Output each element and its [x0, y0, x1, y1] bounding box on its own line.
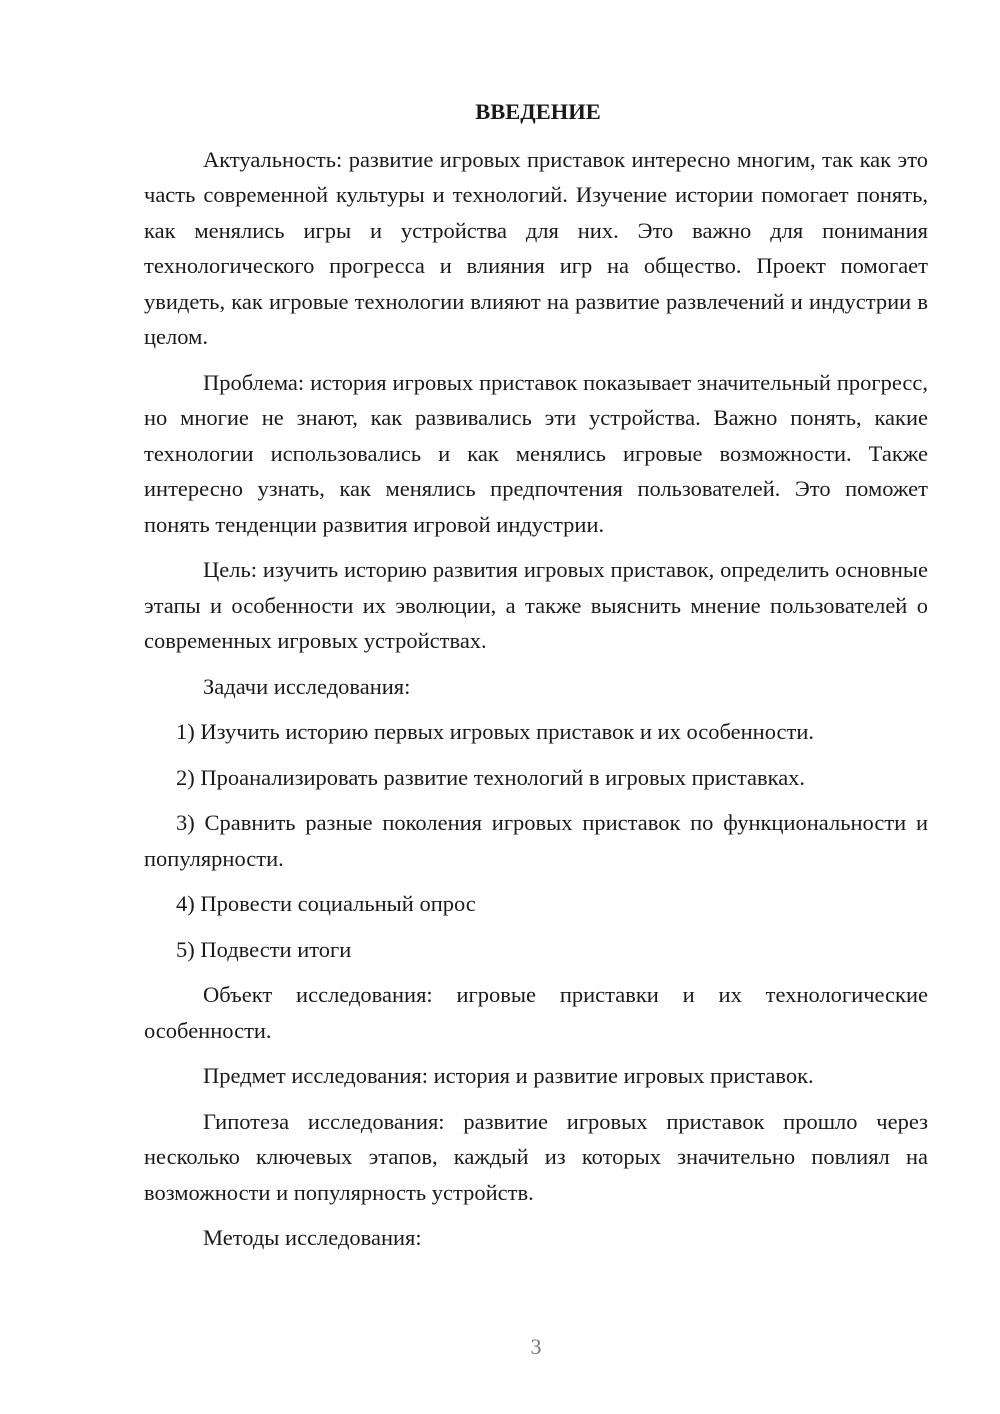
- goal-paragraph: Цель: изучить историю развития игровых приставок, определить основные этапы и особенности их эволюции, а также выяснить мнение пользователей о современных игровых устройствах.: [144, 557, 928, 653]
- task-item: 1) Изучить историю первых игровых приставок и их особенности.: [176, 719, 815, 744]
- hypothesis-paragraph: Гипотеза исследования: развитие игровых приставок прошло через несколько ключевых этапов, каждый из которых значительно повлиял на возможности и популярность устройств.: [144, 1108, 928, 1205]
- task-item: 2) Проанализировать развитие технологий в игровых приставках.: [176, 764, 806, 790]
- task-item: 5) Подвести итоги: [176, 936, 352, 962]
- page-number: 3: [530, 1334, 542, 1359]
- methods-heading: Методы исследования:: [203, 1225, 422, 1250]
- object-paragraph: Объект исследования: игровые приставки и их технологические особенности.: [144, 982, 928, 1043]
- page-content: [144, 94, 928, 1266]
- task-item: 3) Сравнить разные поколения игровых приставок по функциональности и популярности.: [144, 810, 928, 871]
- page-title: ВВЕДЕНИЕ: [475, 99, 601, 124]
- task-item: 4) Провести социальный опрос: [176, 891, 476, 916]
- relevance-paragraph: Актуальность: развитие игровых приставок интересно многим, так как это часть современной культуры и технологий. Изучение истории помогает понять, как менялись игры и устройства для них. Это важно для понимания технологического прогресса и влияния игр на общество. Проект помогает увидеть, как игровые технологии влияют на развитие развлечений и индустрии в целом.: [144, 146, 928, 349]
- tasks-heading: Задачи исследования:: [203, 673, 411, 699]
- problem-paragraph: Проблема: история игровых приставок показывает значительный прогресс, но многие не знают, как развивались эти устройства. Важно понять, какие технологии использовались и как менялись игровые возможности. Также интересно узнать, как менялись предпочтения пользователей. Это поможет понять тенденции развития игровой индустрии.: [144, 369, 928, 537]
- subject-paragraph: Предмет исследования: история и развитие игровых приставок.: [203, 1063, 814, 1088]
